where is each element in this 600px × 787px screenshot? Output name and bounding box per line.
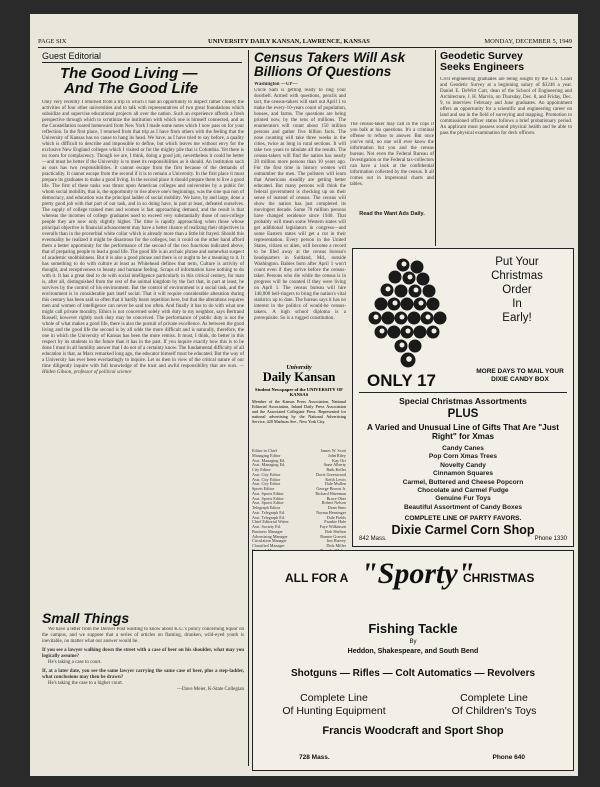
issue-date: MONDAY, DECEMBER 5, 1949 — [484, 38, 572, 45]
editorial-byline: —Hilden Gibson, professor of political science — [42, 364, 244, 375]
staff-role: Asst. Managing Ed. — [252, 462, 286, 468]
staff-role: Asst. Society Ed. — [252, 524, 281, 529]
staff-role: Asst. City Editor — [252, 471, 281, 477]
staff-person: Bob Shelton — [325, 528, 346, 534]
order-early-headline — [465, 255, 569, 325]
candy-item: Candy Canes — [442, 445, 484, 452]
column-rule — [248, 50, 249, 766]
hunting-equipment — [269, 692, 399, 718]
census-title — [254, 51, 434, 79]
candy-item: Beautiful Assortment of Candy Boxes — [403, 503, 523, 511]
staff-role: Asst. Sports Editor — [252, 495, 284, 501]
staff-role: Classified Manager — [252, 543, 285, 548]
staff-person: Dick Miller — [326, 543, 346, 548]
headline-line: Order — [502, 284, 532, 296]
candy-item: Novelty Candy — [440, 461, 486, 469]
popcorn-tree-illustration — [361, 257, 461, 369]
only-17: ONLY 17 — [367, 371, 436, 390]
nameplate-line2: Daily Kansan — [262, 370, 336, 384]
sport-shop-address: 728 Mass. — [299, 754, 330, 761]
staff-person: George Brown Jr. — [316, 486, 346, 491]
staff-person: Anne Alberty — [323, 462, 346, 468]
staff-role: Telegraph Editor — [252, 505, 281, 510]
staff-role: Circulation Manager — [252, 538, 287, 544]
sporty-banner — [253, 551, 573, 607]
staff-person: Ruth Keller — [326, 467, 346, 472]
editorial-body — [42, 100, 244, 600]
want-ads-note: Read the Want Ads Daily. — [359, 211, 425, 217]
by-label: By — [409, 639, 417, 645]
column-rule — [435, 50, 436, 246]
popcorn-balls — [369, 259, 446, 367]
staff-person: Richard Hitzeman — [315, 490, 346, 496]
census-title-line: Billions Of Questions — [254, 64, 392, 79]
geodetic-title-line: Geodetic Survey — [440, 50, 523, 62]
geodetic-title-line: Seeks Engineers — [440, 61, 525, 73]
variety-line: A Varied and Unusual Line of Gifts That Are "Just Right" for Xmas — [366, 423, 560, 441]
staff-role: Advertising Manager — [252, 533, 288, 539]
staff-person: James W. Scott — [320, 449, 346, 453]
staff-person: Norma Hensinger — [316, 509, 346, 515]
joke-question: If you see a lawyer walking down the street with a case of beer on his shoulder, what may you logically assume? — [42, 648, 244, 659]
staff-person: Frankie Hale — [324, 519, 346, 525]
census-dateline: Washington —UP— — [254, 82, 298, 87]
small-things-credit: —Dave Meier, K-State Collegian — [176, 687, 244, 692]
staff-person: Jim Harvey — [326, 538, 346, 544]
masthead — [38, 36, 572, 46]
plus-label: PLUS — [447, 408, 479, 420]
staff-person: Bruce Ober — [326, 495, 346, 501]
newspaper-page — [30, 14, 578, 776]
toys-line: Of Children's Toys — [451, 705, 537, 717]
staff-role: Editor in Chief — [252, 449, 278, 453]
corn-shop-address: 842 Mass. — [359, 536, 387, 542]
candy-item: Pop Corn Xmas Trees — [428, 453, 498, 461]
census-title-line: Census Takers Will Ask — [254, 50, 406, 65]
sport-shop-name: Francis Woodcraft and Sport Shop — [322, 725, 504, 737]
census-body-left: Uncle Sam is getting ready to ring your doorbell. Armed with questions, pencils and tact, the census-takers will start out April 1 to make the every-10-years count of population, houses, and farms. The questions are being printed now, by the tens of millions. The enumerators will count about 150 million persons and gather five billion facts. The nose counting will take three weeks in the cities, twice as long in rural sections. It will take two years to tabulate all the results. The census-takers will find the nation has nearly 20 million more persons than 10 years ago. For the first time in history women will outnumber the men. The pollsters will learn that Americans steadily are getting better educated. But many persons will think the federal government is checking up on their sense of instead of census. The census will show the nation has just completed its movingest decade. Some 70 million persons have changed residence since 1940. That probably will mean some Western states will get additional legislators in congress—and some Eastern states will get a cut in their representation. Every person in the United States, citizen or alien, will become a record to be filed away at the census bureau's headquarters in Suitland, Md., outside Washington. Babies born after April 1 won't count even if they arrive before the census-taker. Persons who die while the census is in progress will be counted if they were living on April 1. The census bureau will hire 140,000 bell-ringers to bring the nation's vital statistics up to date. The bureau says it has no interest in the politics of would-be census-takers. A high school diploma is a prerequisite. So is a rugged constitution. — [254, 88, 346, 321]
kicker: Guest Editorial — [42, 51, 102, 61]
corn-shop-name: Dixie Carmel Corn Shop — [391, 523, 535, 537]
nameplate-sub: Student Newspaper of the UNIVERSITY OF KANSAS — [255, 387, 343, 397]
gun-line: Shotguns — Rifles — Colt Automatics — Revolvers — [290, 668, 536, 679]
page-number: PAGE SIX — [38, 38, 67, 45]
editorial-title-line: The Good Living — — [60, 65, 198, 82]
staff-person: Kay Orr — [332, 457, 346, 463]
kicker-rule — [42, 62, 242, 63]
sport-shop-phone: Phone 640 — [492, 754, 525, 761]
staff-role: Asst. Telegraph Ed. — [252, 509, 285, 515]
staff-person: Dean Sims — [327, 505, 346, 510]
fishing-tackle: Fishing Tackle — [368, 621, 458, 636]
childrens-toys — [429, 692, 559, 718]
staff-list — [252, 449, 346, 559]
staff-role: Asst. Managing Ed. — [252, 457, 286, 463]
editorial-title — [60, 66, 245, 96]
editorial-text: Only very recently I returned from a trip in which I had an opportunity to inspect rather closely the activities of four other universities and to talk with representatives of two great foundations which subsidize and supervise educational projects all over the nation. Such an experience affords a fresh perspective through which to scrutinize the institution with which one is himself connected, and as the Constellation roared homeward from New York I made some notes which I now pass on for your reflection. In the first place, I returned from that trip as I have from others with the feeling that the University of Kansas has no cause to hang its head. We have, as I have tried to say before, a quality which is difficult to describe and impossible to define, but which leaves me without envy for the exclusive New England colleges which I visited or for the mighty pile that is Columbia. Yet there is no room for complacency. Though we are, I think, doing a good job, nevertheless it could be better—and must be better if the University is to meet its responsibilities as it should. An institution such as ours has two responsibilities. It cannot escape from the first because of the demands of practicality. It cannot escape from the second if it is to remain a University. In the first place it must prepare its graduates to make a good living. In the second place it should prepare them to live a good life. The first of these tasks was thrust upon American colleges and universities by a public for whom social mobility, that is, the opportunity to rise above one's beginnings, was the sine qua non of democracy, and education was the principal ladder of social mobility. We have, by and large, done a pretty good job with that part of our task, and in so doing have, in part at least, defeated ourselves. The supply of college trained men and women is fast approaching demand, and the result is that whereas the incomes of college graduates used to exceed very substantially those of non-college people they are now only slightly higher. The time is rapidly approaching when those whose principal objective is financial advancement may have a better chance of realizing their objectives in overalls than in the proverbial white collar which is already more than a little bit frayed. Should this eventuality be realized it might be disastrous for the colleges, but it could on the other hand afford them a better opportunity for the performance of the second of the two functions indicated above, that of preparing people to lead a good life. The good life is an archaic phrase and somewhat suspect of academic snobbishness. But it is also a good phrase and there is or ought to be a meaning to it. It has something to do with culture at least as Whitehead defines that term, Culture is activity of thought, and receptiveness to beauty and humane feeling. Scraps of information have nothing to do with it. It has a great deal to do with social intelligence particularly in this critical century, for man is, after all, distinguished from the rest of the animal kingdom by the fact that, in part at least, he survives by the control of his environment. But the control of environment is a social task, and the environment is in considerable part itself social. That it will require considerable alteration during this century has been said so often that it hardly bears repetition here, but that the alterations requires men and women of intelligence can never be said too often. And finally it has to do with what one might call private morality. Ethics is not concerned solely with duty to my neighbor, says Bertrand Russell, however rightly such duty may be conceived. The performance of public duty is not the whole of what makes a good life, there is also the pursuit of private excellence. As between the good living and the good life the second is by all odds the more difficult and is naturally, therefore, the one in which the University of Kansas has been the more remiss. It must, I think, do better in this respect by its students in the future than it has in the past. If you inquire exactly how this is to be done I must in all humility answer that I do not of a certainty know. The fundamental difficulty of all education is that, as Marx remarked long ago, the educator himself must be educated. But the way of a University has ever been everlastingly to inquire. Let us then in view of the critical nature of our time diligently inquire with full knowledge of the trust and awful responsibility that are ours. — [42, 100, 244, 369]
nameplate-member: Member of the Kansas Press Association, National Editorial Association, Inland Daily Press Association and the Associated Collegiate Press. Represented for national advertising by the National Advertising Service, 420 Madison Ave., New York City. — [252, 399, 346, 424]
special-assortments: Special Christmas Assortments — [399, 396, 527, 406]
staff-person: Doris Greenwood — [316, 471, 346, 477]
candy-item: Carmel, Buttered and Cheese Popcorn — [402, 478, 524, 486]
ad-rule — [359, 392, 567, 393]
headline-line: Early! — [502, 312, 532, 324]
paper-name: UNIVERSITY DAILY KANSAN, LAWRENCE, KANSAS — [208, 38, 370, 45]
all-for-label: ALL FOR A — [285, 571, 349, 585]
sporty-script: "Sporty" — [361, 557, 475, 590]
staff-role: Asst. Sports Editor — [252, 500, 284, 506]
headline-line: Christmas — [491, 270, 543, 282]
staff-role: Managing Editor — [252, 452, 281, 458]
small-things-body — [42, 627, 244, 767]
candy-item: Chocolate and Carmel Fudge — [417, 487, 509, 495]
party-favors: COMPLETE LINE OF PARTY FAVORS. — [404, 515, 522, 522]
small-things-text: We have a letter from the Denver Post wanting to know about K.U.'s policy concerning liquor on the campus, and we suppose that a series of articles on flaming, drunken, wild-eyed youth is inevitable, no matter what our answer would be. — [42, 627, 244, 644]
headline-line: In — [512, 298, 522, 310]
staff-role: Asst. City Editor — [252, 481, 281, 487]
joke-question: If, at a later date, you see the same lawyer carrying the same case of beer, plus a step-ladder, what conclusions may then be drawn? — [42, 669, 244, 680]
corn-shop-ad — [352, 248, 574, 547]
joke-answer: He's taking a case to court. — [48, 660, 102, 665]
staff-person: Bonnie Gossett — [320, 533, 346, 539]
staff-role: Chief Editorial Writer — [252, 519, 289, 525]
christmas-label: CHRISTMAS — [463, 571, 535, 585]
staff-person: Faye Wilkinson — [319, 524, 346, 529]
tackle-brands: Heddon, Shakespeare, and South Bend — [347, 648, 479, 655]
staff-role: City Editor — [252, 467, 271, 472]
staff-person: Dale Fields — [326, 514, 346, 520]
staff-person: John Riley — [327, 452, 346, 458]
headline-line: Put Your — [495, 256, 539, 268]
geodetic-body: Civil engineering graduates are being sought by the U.S. Coast and Geodetic Survey at a beginning salary of $3246 a year. Daniel E. DeWitt Carr, dean of the School of Engineering and Architecture, J. H. Marvin, on Thursday, Dec. 8, and Friday, Dec. 9, to interview February and June graduates. An appointment offers an opportunity for a scientific and engineering career on land and sea in the field of surveying and mapping. Promotion to commissioned officer status follows a brief probationary period. An applicant must possess sound physical health and be able to pass the physical examination for deck officers. — [440, 77, 572, 136]
staff-person: Dale Mullen — [324, 481, 346, 487]
masthead-rule — [38, 47, 572, 48]
census-body-right: The census-taker may call in the cops if you balk at his questions. It's a criminal offense to refuse to answer. But once you've told, no one will ever know the information but you and the census bureau. Not even the Federal Bureau of Investigation or the Federal tax-collectors can have a look at the confidential information collected by the census. It all comes out in impersonal charts and tables. — [350, 122, 434, 187]
staff-person: Robert Nelson — [321, 500, 346, 506]
candy-items — [363, 445, 563, 512]
staff-person: Keith Lewis — [325, 476, 346, 482]
staff-role: Asst. Sports Editor — [252, 490, 284, 496]
more-days-note: MORE DAYS TO MAIL YOUR DIXIE CANDY BOX — [476, 368, 564, 383]
small-things-title: Small Things — [42, 610, 130, 626]
hunting-line: Of Hunting Equipment — [282, 705, 386, 717]
editorial-title-line: And The Good Life — [64, 80, 199, 97]
nameplate-line1: University — [286, 365, 312, 371]
staff-role: Asst. City Editor — [252, 476, 281, 482]
nameplate — [252, 365, 346, 424]
corn-shop-phone: Phone 1330 — [534, 536, 567, 542]
staff-role: Sports Editor — [252, 486, 275, 491]
sport-shop-ad — [252, 550, 574, 771]
geodetic-title — [440, 51, 572, 73]
staff-role: Asst. Telegraph Ed. — [252, 514, 285, 520]
joke-answer: He's taking the case to a higher court. — [48, 681, 124, 686]
toys-line: Complete Line — [460, 692, 528, 704]
staff-role: Business Manager — [252, 528, 283, 534]
hunting-line: Complete Line — [300, 692, 368, 704]
candy-item: Cinnamon Squares — [432, 470, 494, 478]
candy-item: Genuine Fur Toys — [435, 495, 491, 503]
